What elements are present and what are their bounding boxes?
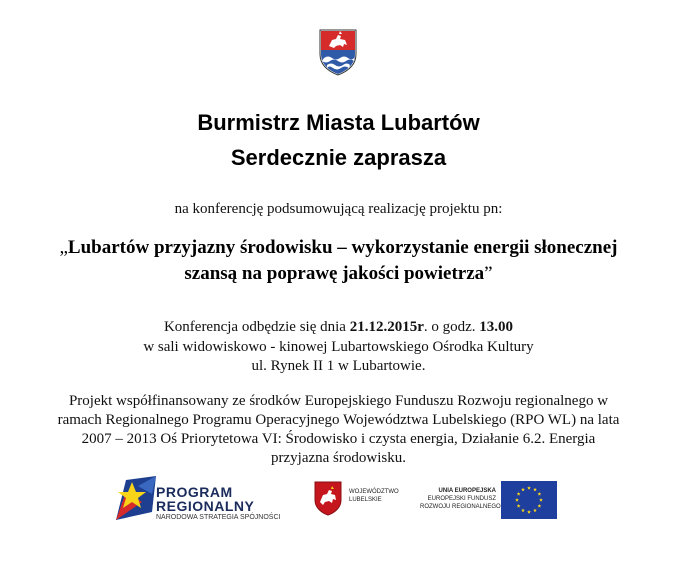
open-quote: „ bbox=[59, 237, 68, 258]
conference-date-line bbox=[0, 318, 677, 336]
wojewodztwo-lubelskie-crest-icon bbox=[313, 480, 343, 516]
eu-line1: UNIA EUROPEJSKA bbox=[438, 488, 496, 494]
project-title-line2 bbox=[0, 261, 677, 286]
funding-line1: Projekt współfinansowany ze środków Europejskiego Funduszu Rozwoju regionalnego w bbox=[68, 393, 609, 409]
conference-date: 21.12.2015r bbox=[349, 319, 424, 335]
project-title-text-2: szansą na poprawę jakości powietrza bbox=[184, 263, 485, 284]
close-quote: ” bbox=[484, 263, 493, 284]
program-regionalny-logo-icon bbox=[112, 472, 160, 524]
conference-time: 13.00 bbox=[479, 319, 514, 335]
conference-venue: w sali widowiskowo - kinowej Lubartowskiego Ośrodka Kultury bbox=[143, 339, 534, 355]
project-title-line1 bbox=[0, 235, 677, 260]
program-logo-line1: PROGRAM bbox=[156, 484, 233, 500]
page-title: Burmistrz Miasta Lubartów bbox=[197, 110, 480, 135]
funding-line4: przyjazna środowisku. bbox=[271, 450, 406, 466]
intro-text: na konferencję podsumowującą realizację projektu pn: bbox=[174, 201, 503, 217]
lubartow-coat-of-arms-icon bbox=[318, 28, 358, 76]
date-prefix: Konferencja odbędzie się dnia bbox=[163, 319, 350, 335]
funding-line3: 2007 – 2013 Oś Priorytetowa VI: Środowisko i czysta energia, Działanie 6.2. Energia bbox=[81, 431, 596, 447]
eu-line3: ROZWOJU REGIONALNEGO bbox=[420, 504, 501, 510]
program-logo-line2: REGIONALNY bbox=[156, 498, 255, 514]
eu-line2: EUROPEJSKI FUNDUSZ bbox=[427, 496, 496, 502]
conference-address: ul. Rynek II 1 w Lubartowie. bbox=[251, 358, 426, 374]
invitation-heading: Serdecznie zaprasza bbox=[230, 145, 447, 170]
funding-line2: ramach Regionalnego Programu Operacyjnego Województwa Lubelskiego (RPO WL) na lata bbox=[57, 412, 620, 428]
wojewodztwo-line1: WOJEWÓDZTWO bbox=[349, 489, 399, 495]
project-title-text-1: Lubartów przyjazny środowisku – wykorzystanie energii słonecznej bbox=[67, 237, 618, 258]
time-prefix: . o godz. bbox=[423, 319, 480, 335]
program-logo-line3: NARODOWA STRATEGIA SPÓJNOŚCI bbox=[156, 514, 281, 521]
eu-flag-icon bbox=[501, 481, 557, 519]
wojewodztwo-line2: LUBELSKIE bbox=[349, 497, 382, 503]
